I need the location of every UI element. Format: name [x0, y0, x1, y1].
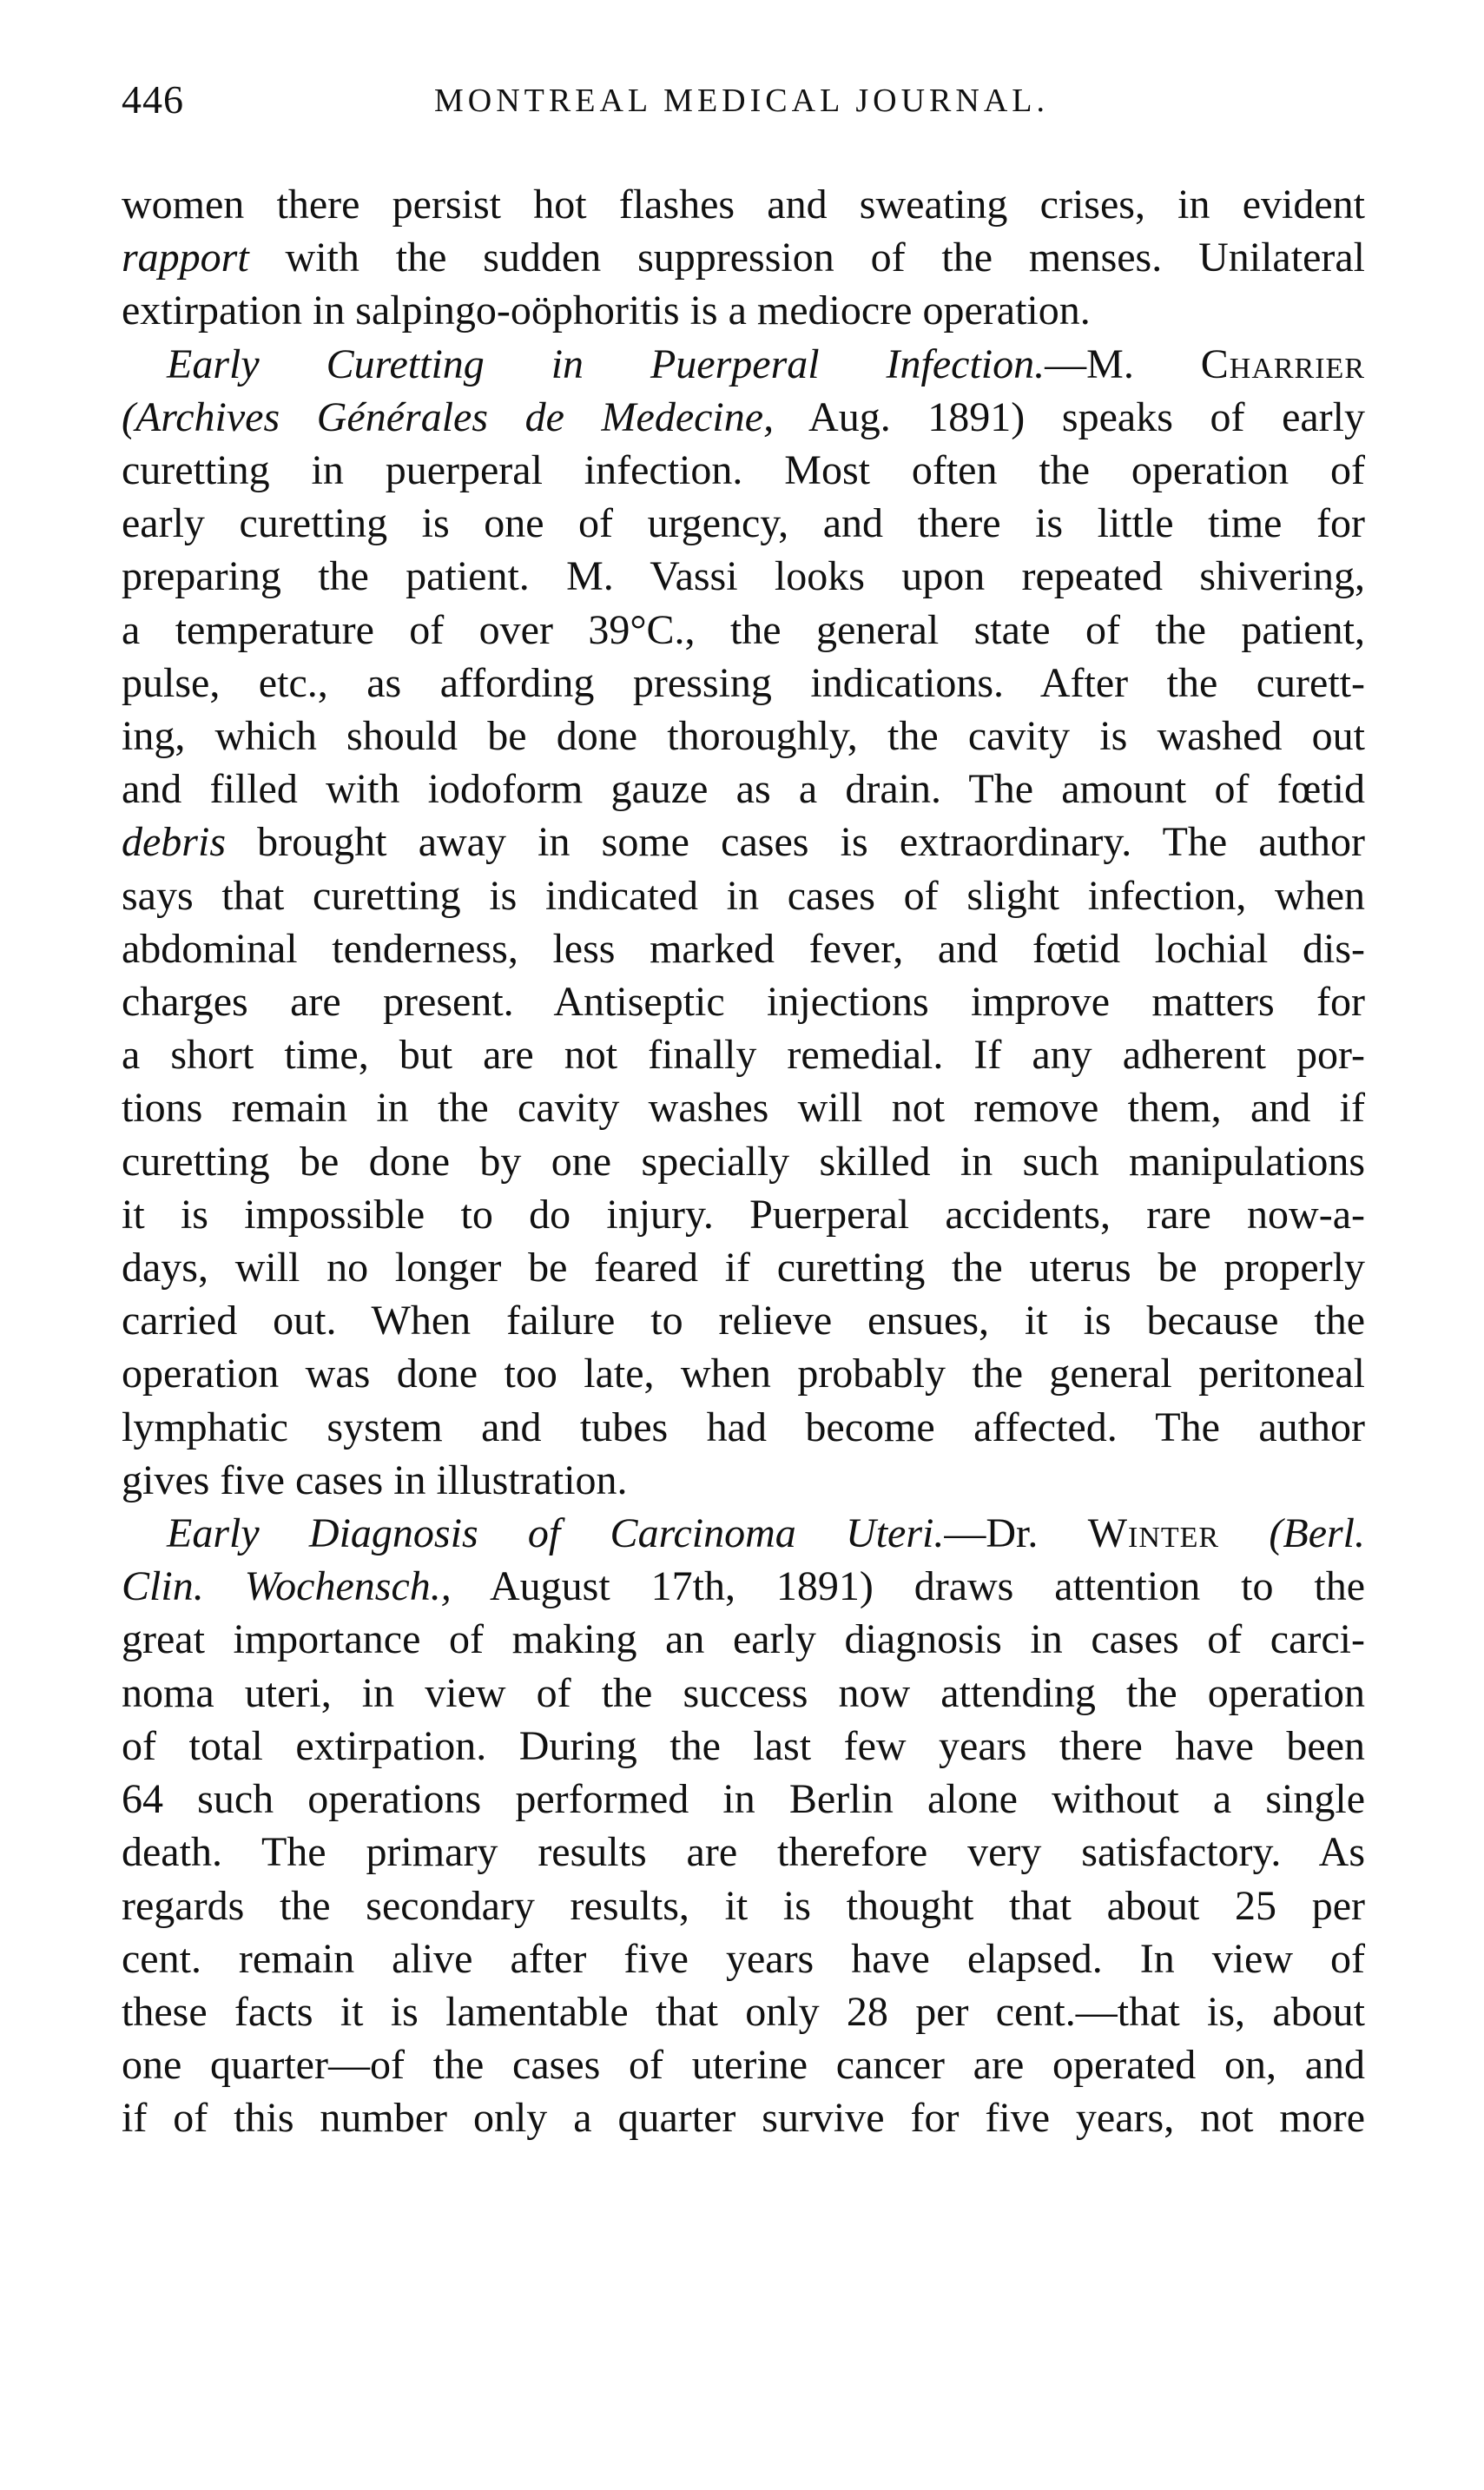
text-line — [122, 1932, 1365, 1985]
text-run: it is impossible to do injury. Puerperal accidents, rare now-a- — [122, 1191, 1365, 1238]
text-run: says that curetting is indicated in cases of slight infection, when — [122, 872, 1365, 919]
text-run: brought away in some cases is extraordinary. The author — [226, 819, 1365, 866]
text-line — [122, 975, 1365, 1028]
text-run — [1219, 1510, 1269, 1556]
text-line — [122, 1720, 1365, 1773]
text-run: cent. remain alive after five years have elapsed. In view of — [122, 1935, 1365, 1982]
text-line — [122, 497, 1365, 550]
text-line — [122, 816, 1365, 869]
text-run: tions remain in the cavity washes will not remove them, and if — [122, 1085, 1365, 1132]
text-line — [122, 1985, 1365, 2038]
text-line — [122, 710, 1365, 763]
text-run: a short time, but are not finally remedial. If any adherent por- — [122, 1032, 1365, 1079]
text-run: gives five cases in illustration. — [122, 1456, 628, 1503]
text-run: these facts it is lamentable that only 28 per cent.—that is, about — [122, 1988, 1365, 2035]
text-line — [122, 869, 1365, 922]
text-line — [122, 1347, 1365, 1400]
text-line — [122, 1560, 1365, 1613]
text-line — [122, 1081, 1365, 1134]
page-number: 446 — [122, 77, 184, 122]
text-run: of total extirpation. During the last few years there have been — [122, 1722, 1365, 1769]
text-run: death. The primary results are therefore very satisfactory. As — [122, 1829, 1365, 1876]
text-line — [122, 1135, 1365, 1188]
text-run: abdominal tenderness, less marked fever, and fœtid lochial dis- — [122, 925, 1365, 972]
text-line — [122, 550, 1365, 603]
text-line — [122, 2038, 1365, 2091]
text-line — [122, 178, 1365, 231]
text-line — [122, 657, 1365, 710]
italic-text: (Berl. — [1269, 1510, 1365, 1557]
text-run: if of this number only a quarter survive for five years, not more — [122, 2095, 1365, 2142]
text-run: extirpation in salpingo-oöphoritis is a mediocre operation. — [122, 287, 1091, 334]
italic-text: debris — [122, 819, 226, 866]
text-line — [122, 1454, 1365, 1507]
text-run: curetting in puerperal infection. Most often the operation of — [122, 447, 1365, 494]
text-line — [122, 922, 1365, 975]
text-line — [122, 231, 1365, 284]
text-line — [122, 1028, 1365, 1081]
text-line — [122, 1507, 1365, 1560]
author-name: Charrier — [1200, 340, 1365, 387]
text-line — [122, 1826, 1365, 1879]
text-line — [122, 604, 1365, 657]
text-run: with the sudden suppression of the menses. Unilateral — [248, 234, 1365, 281]
text-line — [122, 284, 1365, 337]
text-line — [122, 1773, 1365, 1826]
text-line — [122, 1241, 1365, 1294]
text-line — [122, 2091, 1365, 2144]
text-line — [122, 444, 1365, 497]
text-line — [122, 1613, 1365, 1666]
running-head — [122, 76, 1363, 137]
article-body — [122, 178, 1365, 2145]
italic-text: Clin. Wochensch., — [122, 1563, 452, 1610]
text-run: lymphatic system and tubes had become affected. The author — [122, 1404, 1365, 1450]
text-run: curetting be done by one specially skilled in such manipulations — [122, 1138, 1365, 1185]
text-line — [122, 1667, 1365, 1720]
text-run: operation was done too late, when probably the general peritoneal — [122, 1351, 1365, 1397]
text-run: days, will no longer be feared if curetting the uterus be properly — [122, 1245, 1365, 1291]
journal-title: MONTREAL MEDICAL JOURNAL. — [434, 83, 1049, 119]
italic-text: Early Diagnosis of Carcinoma Uteri. — [167, 1510, 945, 1557]
author-name: Winter — [1087, 1510, 1220, 1557]
text-run: preparing the patient. M. Vassi looks upon repeated shivering, — [122, 553, 1365, 600]
text-run: noma uteri, in view of the success now attending the operation — [122, 1669, 1365, 1716]
text-run: —M. — [1045, 340, 1201, 387]
text-run: 64 such operations performed in Berlin alone without a single — [122, 1776, 1365, 1823]
text-run: Aug. 1891) speaks of early — [774, 393, 1365, 440]
italic-text: Early Curetting in Puerperal Infection. — [167, 340, 1045, 387]
text-line — [122, 1294, 1365, 1347]
italic-text: (Archives Générales de Medecine, — [122, 393, 775, 440]
text-run: regards the secondary results, it is thought that about 25 per — [122, 1882, 1365, 1929]
text-run: women there persist hot flashes and sweating crises, in evident — [122, 182, 1365, 228]
text-run: August 17th, 1891) draws attention to the — [451, 1563, 1365, 1610]
text-line — [122, 391, 1365, 444]
text-line — [122, 763, 1365, 816]
text-run: early curetting is one of urgency, and there is little time for — [122, 500, 1365, 547]
text-line — [122, 1401, 1365, 1454]
text-line — [122, 1188, 1365, 1241]
text-run: pulse, etc., as affording pressing indications. After the curett- — [122, 659, 1365, 706]
text-line — [122, 1879, 1365, 1932]
text-line — [122, 338, 1365, 391]
text-run: one quarter—of the cases of uterine cancer are operated on, and — [122, 2042, 1365, 2089]
text-run: and filled with iodoform gauze as a drain. The amount of fœtid — [122, 766, 1365, 813]
text-run: —Dr. — [944, 1510, 1088, 1557]
text-run: ing, which should be done thoroughly, the cavity is washed out — [122, 713, 1365, 760]
text-run: a temperature of over 39°C., the general state of the patient, — [122, 606, 1365, 653]
text-run: carried out. When failure to relieve ensues, it is because the — [122, 1298, 1365, 1344]
text-run: charges are present. Antiseptic injections improve matters for — [122, 979, 1365, 1026]
italic-text: rapport — [122, 234, 249, 281]
text-run: great importance of making an early diagnosis in cases of carci- — [122, 1616, 1365, 1663]
